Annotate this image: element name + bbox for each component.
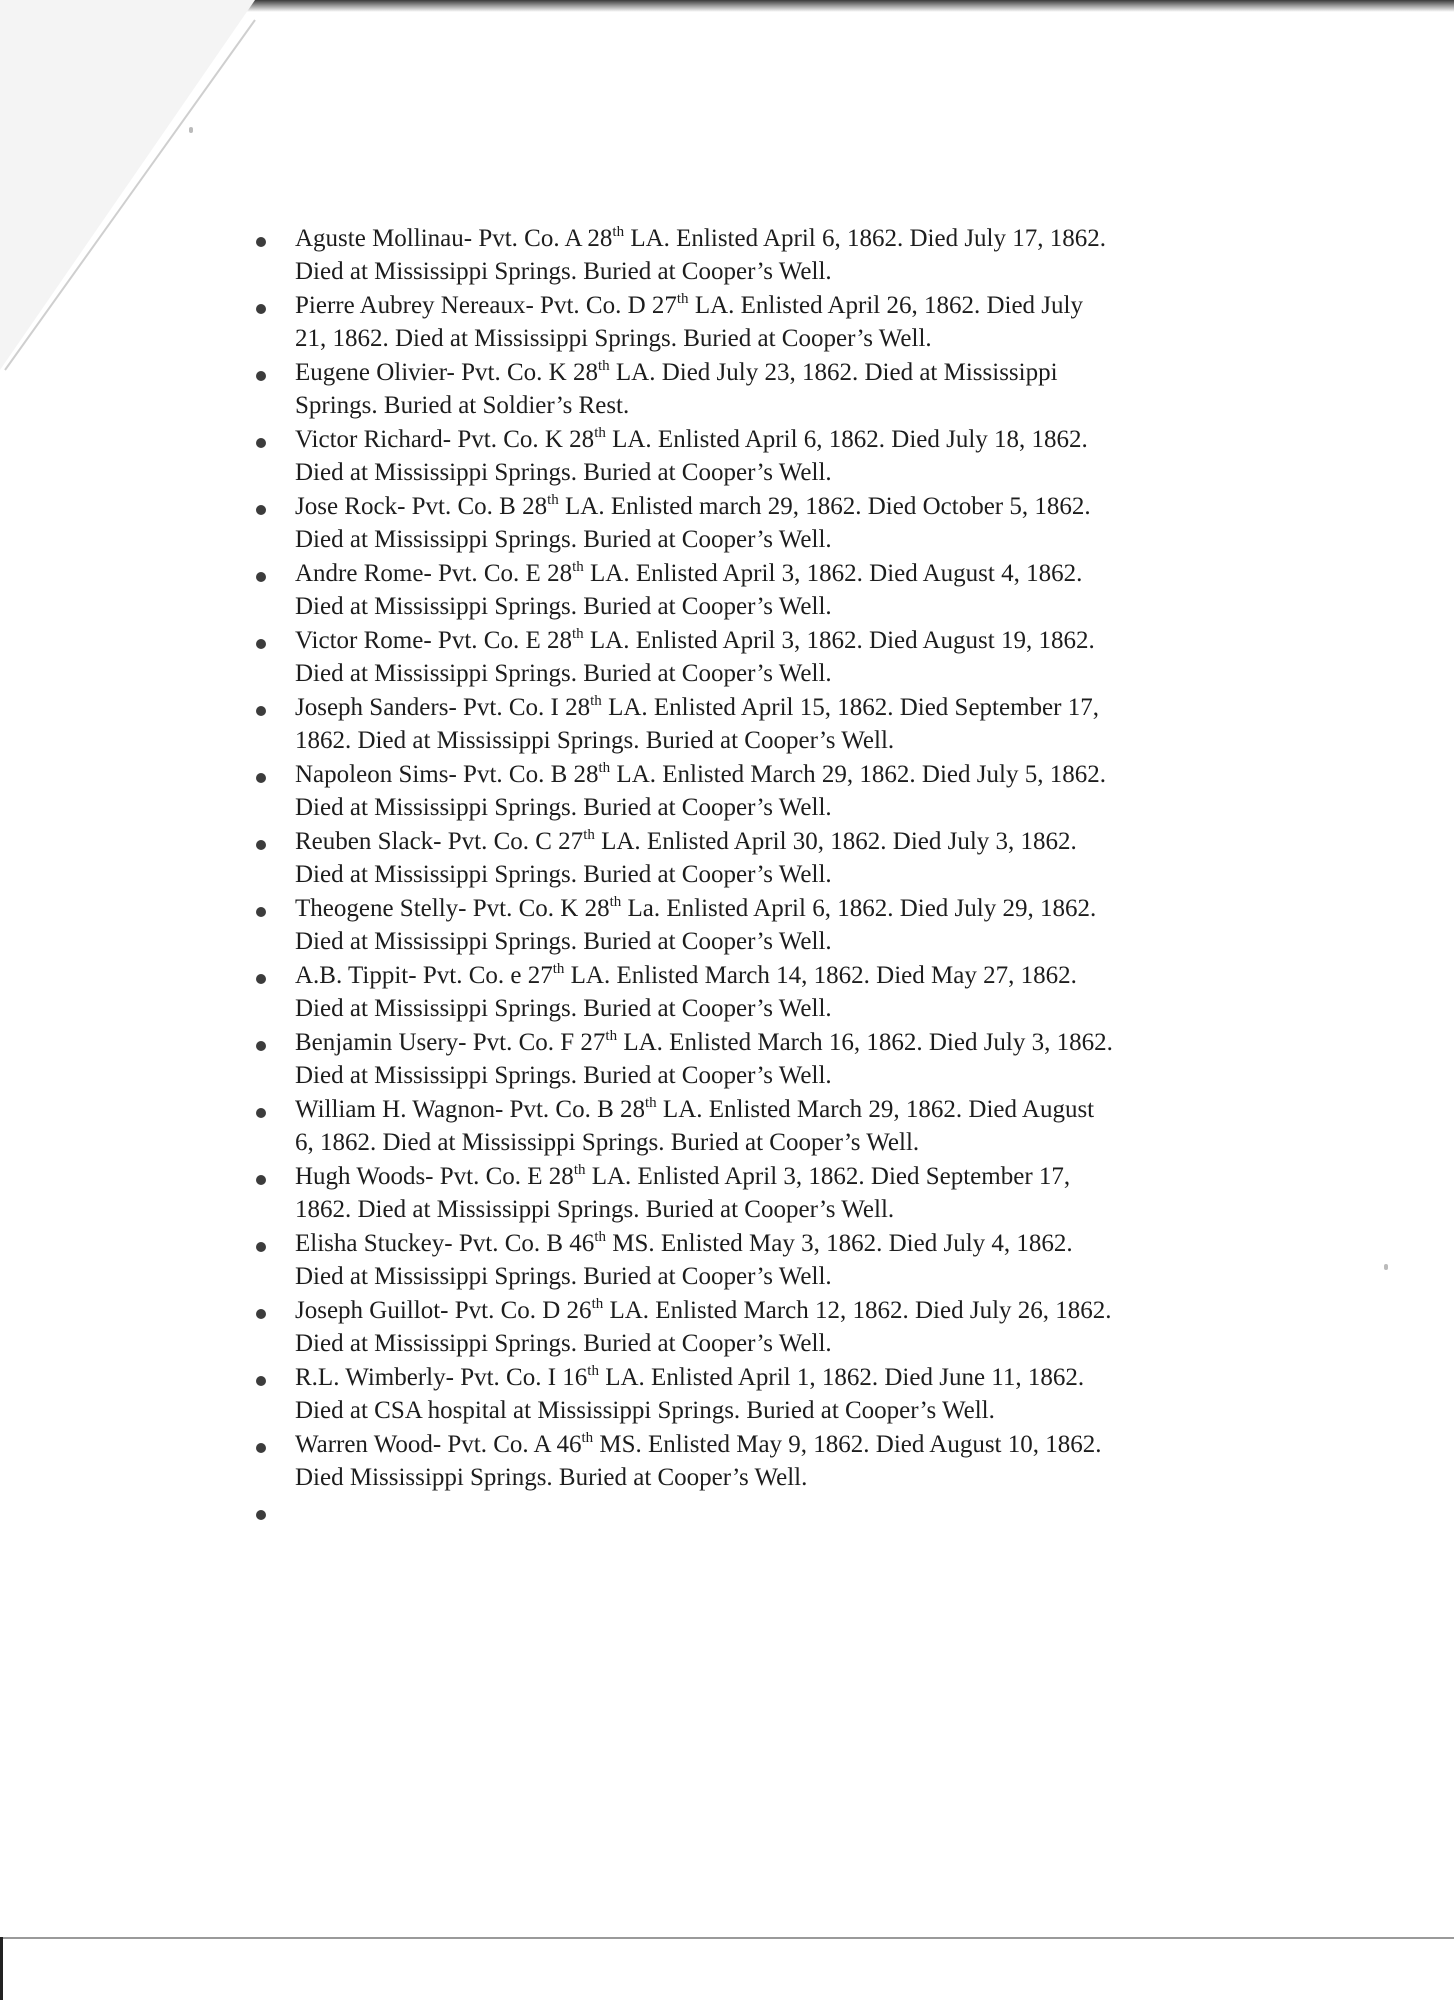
entry-unit: Pvt. Co. A 46 [441,1431,582,1458]
entry-line-2: Died Mississippi Springs. Buried at Cooper’s Well. [295,1464,808,1491]
entry-unit: Pvt. Co. E 28 [433,1163,574,1190]
scan-left-line [0,1937,3,2000]
entry-line-2: Died at Mississippi Springs. Buried at Cooper’s Well. [295,995,832,1022]
list-item [250,758,1250,825]
scan-speck [189,127,193,133]
list-item [250,825,1250,892]
entry-unit: Pvt. Co. F 27 [466,1029,606,1056]
bullet-icon [256,237,266,247]
entry-details: LA. Enlisted April 1, 1862. Died June 11, 1862. [598,1364,1085,1391]
soldier-name: Joseph Sanders- [295,694,457,721]
entry-line-2: Died at Mississippi Springs. Buried at Cooper’s Well. [295,1062,832,1089]
entry-line-2: Died at Mississippi Springs. Buried at Cooper’s Well. [295,794,832,821]
entry-line-1 [295,624,1250,657]
bullet-icon [256,371,266,381]
bullet-icon [256,1443,266,1453]
entry-unit: Pvt. Co. D 26 [448,1297,592,1324]
ordinal-suffix: th [594,1229,606,1245]
ordinal-suffix: th [590,693,602,709]
bullet-icon [256,1510,266,1520]
bullet-icon [256,1376,266,1386]
entry-unit: Pvt. Co. B 28 [405,493,548,520]
ordinal-suffix: th [552,961,565,977]
scan-speck [1384,1264,1388,1270]
entry-unit: Pvt. Co. C 27 [441,828,584,855]
list-item [250,289,1250,356]
ordinal-suffix: th [573,1162,586,1178]
entry-line-1 [295,1361,1250,1394]
entry-line-2: Died at Mississippi Springs. Buried at Cooper’s Well. [295,1263,832,1290]
ordinal-suffix: th [547,492,559,508]
entry-line-1 [295,1227,1250,1260]
bullet-icon [256,907,266,917]
entry-details: LA. Enlisted April 3, 1862. Died August 4, 1862. [583,560,1083,587]
list-item [250,557,1250,624]
soldier-name: William H. Wagnon- [295,1096,504,1123]
soldier-name: Jose Rock- [295,493,406,520]
entry-line-1 [295,222,1250,255]
entry-line-1 [295,1026,1250,1059]
empty-list-item [250,1495,1250,1562]
entry-unit: Pvt. Co. E 28 [431,627,572,654]
entry-line-2: Died at CSA hospital at Mississippi Springs. Buried at Cooper’s Well. [295,1397,995,1424]
soldier-name: Eugene Olivier- [295,359,455,386]
ordinal-suffix: th [583,827,595,843]
list-item [250,1026,1250,1093]
entry-line-2: Died at Mississippi Springs. Buried at Cooper’s Well. [295,660,832,687]
ordinal-suffix: th [571,626,584,642]
ordinal-suffix: th [591,1296,604,1312]
entry-line-2: 21, 1862. Died at Mississippi Springs. Buried at Cooper’s Well. [295,325,932,352]
list-item [250,892,1250,959]
list-item [250,1227,1250,1294]
list-item [250,1294,1250,1361]
ordinal-suffix: th [587,1363,599,1379]
bullet-icon [256,438,266,448]
entry-line-1 [295,1160,1250,1193]
entry-details: LA. Enlisted April 26, 1862. Died July [688,292,1083,319]
entry-line-1 [295,892,1250,925]
list-item [250,691,1250,758]
bullet-icon [256,1309,266,1319]
bullet-icon [256,706,266,716]
bullet-icon [256,840,266,850]
ordinal-suffix: th [612,224,625,240]
entry-line-1 [295,557,1250,590]
entry-unit: Pvt. Co. A 28 [472,225,613,252]
soldier-list [250,222,1250,1562]
ordinal-suffix: th [581,1430,594,1446]
entry-line-1 [295,490,1250,523]
soldier-name: Hugh Woods- [295,1163,434,1190]
ordinal-suffix: th [605,1028,618,1044]
entry-details: LA. Enlisted March 29, 1862. Died July 5, 1862. [610,761,1106,788]
entry-line-2: Died at Mississippi Springs. Buried at Cooper’s Well. [295,1330,832,1357]
soldier-name: Elisha Stuckey- [295,1230,453,1257]
bullet-icon [256,572,266,582]
list-item [250,423,1250,490]
soldier-name: Warren Wood- [295,1431,442,1458]
list-item [250,1361,1250,1428]
entry-details: LA. Died July 23, 1862. Died at Mississippi [609,359,1058,386]
entry-line-2: Died at Mississippi Springs. Buried at Cooper’s Well. [295,928,832,955]
entry-unit: Pvt. Co. I 28 [456,694,591,721]
soldier-name: Theogene Stelly- [295,895,467,922]
entry-line-2: 1862. Died at Mississippi Springs. Buried at Cooper’s Well. [295,727,895,754]
entry-line-2: Died at Mississippi Springs. Buried at Cooper’s Well. [295,459,832,486]
entry-unit: Pvt. Co. K 28 [451,426,595,453]
entry-details: LA. Enlisted April 3, 1862. Died August 19, 1862. [583,627,1095,654]
entry-line-2: 6, 1862. Died at Mississippi Springs. Buried at Cooper’s Well. [295,1129,920,1156]
soldier-name: Reuben Slack- [295,828,442,855]
list-item [250,1428,1250,1495]
list-item [250,1160,1250,1227]
entry-line-1 [295,825,1250,858]
list-item [250,490,1250,557]
entry-line-2: Died at Mississippi Springs. Buried at Cooper’s Well. [295,861,832,888]
soldier-name: Napoleon Sims- [295,761,457,788]
scan-bottom-line [0,1937,1454,1939]
entry-line-1 [295,423,1250,456]
soldier-name: Joseph Guillot- [295,1297,449,1324]
bullet-icon [256,505,266,515]
list-item [250,222,1250,289]
entry-details: LA. Enlisted April 15, 1862. Died September 17, [601,694,1099,721]
entry-line-1 [295,1294,1250,1327]
entry-details: LA. Enlisted march 29, 1862. Died October 5, 1862. [558,493,1091,520]
entry-details: LA. Enlisted March 29, 1862. Died August [656,1096,1095,1123]
entry-unit: Pvt. Co. K 28 [454,359,598,386]
entry-line-2: Died at Mississippi Springs. Buried at Cooper’s Well. [295,258,832,285]
ordinal-suffix: th [609,894,622,910]
entry-line-1 [295,758,1250,791]
list-item [250,356,1250,423]
entry-line-1 [295,1428,1250,1461]
ordinal-suffix: th [594,425,606,441]
bullet-icon [256,1108,266,1118]
ordinal-suffix: th [645,1095,657,1111]
entry-line-1 [295,1093,1250,1126]
bullet-icon [256,974,266,984]
bullet-icon [256,1041,266,1051]
entry-unit: Pvt. Co. e 27 [416,962,553,989]
soldier-name: A.B. Tippit- [295,962,417,989]
ordinal-suffix: th [572,559,584,575]
ordinal-suffix: th [597,358,610,374]
entry-details: LA. Enlisted March 12, 1862. Died July 26, 1862. [603,1297,1112,1324]
page-fold-shadow [0,0,260,380]
entry-line-2: Died at Mississippi Springs. Buried at Cooper’s Well. [295,526,832,553]
entry-line-1 [295,356,1250,389]
soldier-name: Andre Rome- [295,560,432,587]
ordinal-suffix: th [676,291,689,307]
soldier-name: Benjamin Usery- [295,1029,467,1056]
entry-details: LA. Enlisted March 14, 1862. Died May 27, 1862. [564,962,1077,989]
list-item [250,959,1250,1026]
entry-details: LA. Enlisted April 6, 1862. Died July 18, 1862. [605,426,1088,453]
entry-unit: Pvt. Co. B 28 [456,761,599,788]
soldier-name: Victor Rome- [295,627,432,654]
entry-unit: Pvt. Co. E 28 [431,560,573,587]
entry-line-2: Springs. Buried at Soldier’s Rest. [295,392,630,419]
entry-unit: Pvt. Co. D 27 [533,292,677,319]
ordinal-suffix: th [598,760,611,776]
list-item [250,624,1250,691]
entry-line-2: Died at Mississippi Springs. Buried at Cooper’s Well. [295,593,832,620]
entry-unit: Pvt. Co. B 28 [503,1096,645,1123]
entry-details: LA. Enlisted March 16, 1862. Died July 3, 1862. [617,1029,1113,1056]
list-item [250,1093,1250,1160]
entry-unit: Pvt. Co. K 28 [466,895,610,922]
entry-details: MS. Enlisted May 9, 1862. Died August 10, 1862. [593,1431,1102,1458]
bullet-icon [256,1242,266,1252]
entry-details: LA. Enlisted April 3, 1862. Died September 17, [585,1163,1071,1190]
entry-unit: Pvt. Co. I 16 [453,1364,588,1391]
entry-line-2: 1862. Died at Mississippi Springs. Buried at Cooper’s Well. [295,1196,895,1223]
entry-line-1 [295,289,1250,322]
bullet-icon [256,773,266,783]
entry-unit: Pvt. Co. B 46 [452,1230,595,1257]
bullet-icon [256,1175,266,1185]
entry-line-1 [295,959,1250,992]
entry-details: MS. Enlisted May 3, 1862. Died July 4, 1862. [605,1230,1073,1257]
bullet-icon [256,639,266,649]
soldier-name: Victor Richard- [295,426,452,453]
soldier-name: Pierre Aubrey Nereaux- [295,292,534,319]
soldier-name: Aguste Mollinau- [295,225,473,252]
entry-details: LA. Enlisted April 6, 1862. Died July 17, 1862. [624,225,1106,252]
soldier-name: R.L. Wimberly- [295,1364,454,1391]
entry-line-1 [295,691,1250,724]
entry-details: La. Enlisted April 6, 1862. Died July 29, 1862. [621,895,1097,922]
bullet-icon [256,304,266,314]
entry-details: LA. Enlisted April 30, 1862. Died July 3, 1862. [594,828,1077,855]
